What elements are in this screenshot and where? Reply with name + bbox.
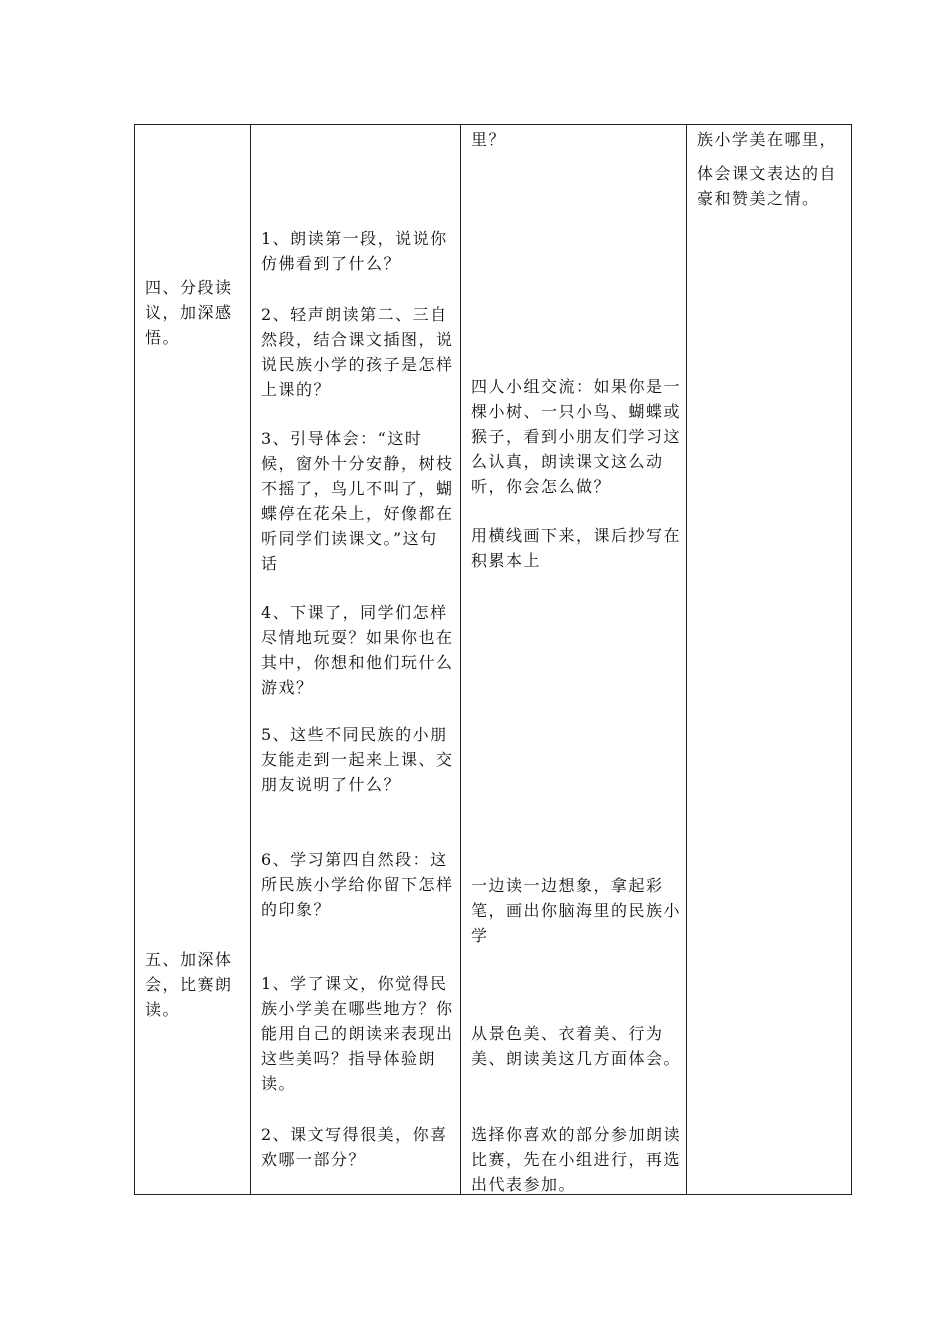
question-4: 4、下课了，同学们怎样尽情地玩耍？如果你也在其中，你想和他们玩什么游戏？ [261,603,454,697]
student-text-3: 一边读一边想象，拿起彩笔，画出你脑海里的民族小学 [471,876,682,945]
column-stage [135,125,251,1194]
question-3: 3、引导体会：“这时候，窗外十分安静，树枝不摇了，鸟儿不叫了，蝴蝶停在花朵上，好像都在听同学们读课文。”这句话 [261,429,454,573]
student-text-2: 用横线画下来，课后抄写在积累本上 [471,526,682,570]
column-goal [687,125,852,1194]
column-student-activity [461,125,687,1194]
question-2: 2、轻声朗读第二、三自然段，结合课文插图，说说民族小学的孩子是怎样上课的？ [261,305,454,399]
goal-text-2: 体会课文表达的自豪和赞美之情。 [697,164,838,208]
student-text-5: 选择你喜欢的部分参加朗读比赛，先在小组进行，再选出代表参加。 [471,1125,682,1194]
stage-four-text: 四、分段读议，加深感悟。 [145,278,233,347]
stage-five-text: 五、加深体会，比赛朗读。 [145,950,233,1019]
student-text-4: 从景色美、衣着美、行为美、朗读美这几方面体会。 [471,1024,682,1068]
practice-1: 1、学了课文，你觉得民族小学美在哪些地方？你能用自己的朗读来表现出这些美吗？指导体验朗读。 [261,974,454,1093]
question-6: 6、学习第四自然段：这所民族小学给你留下怎样的印象？ [261,850,454,919]
student-text-1: 四人小组交流：如果你是一棵小树、一只小鸟、蝴蝶或猴子，看到小朋友们学习这么认真，朗读课文这么动听，你会怎么做？ [471,377,682,496]
lesson-plan-table [134,124,852,1195]
question-1: 1、朗读第一段，说说你仿佛看到了什么？ [261,229,448,273]
goal-text-1: 族小学美在哪里， [697,130,838,149]
question-5: 5、这些不同民族的小朋友能走到一起来上课、交朋友说明了什么？ [261,725,454,794]
column-teacher-activity [251,125,461,1194]
student-text-0: 里？ [471,130,507,149]
practice-2: 2、课文写得很美，你喜欢哪一部分？ [261,1125,448,1169]
